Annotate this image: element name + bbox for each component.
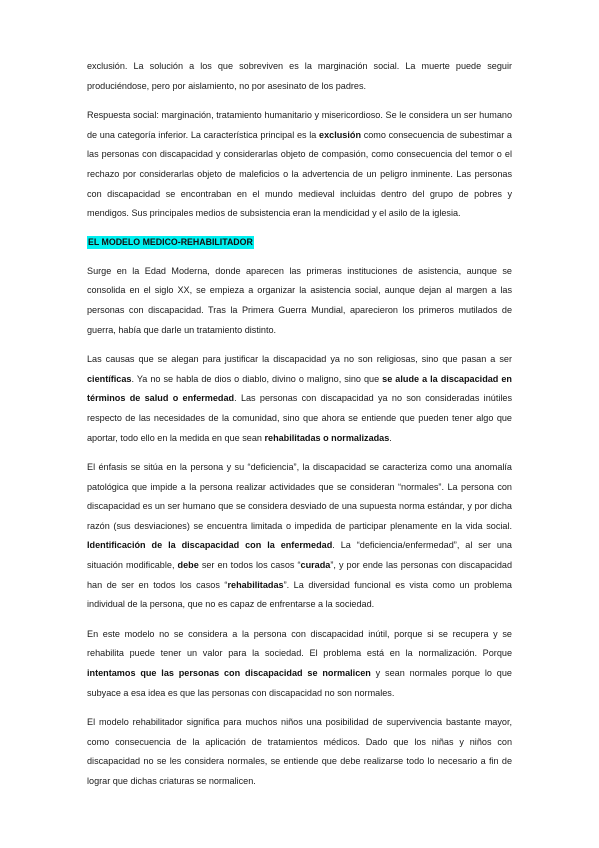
paragraph-text: En este modelo no se considera a la persona con discapacidad inútil, porque si se recupera y se rehabilita puede tener un valor para la sociedad. El problema está en la normalización. Porque <box>87 628 512 659</box>
bold-text: científicas <box>87 373 132 384</box>
paragraph-text: Respuesta social: marginación, tratamiento humanitario y misericordioso. Se le considera un ser humano de una categoría inferior. La característica principal es la <box>87 110 512 140</box>
paragraph-text: . Ya no se habla de dios o diablo, divino o maligno, sino que <box>131 373 383 384</box>
paragraph-origin <box>87 262 512 340</box>
paragraph-text: y sean normales porque lo que subyace a esa idea es que las personas con discapacidad no son normales. <box>87 668 512 698</box>
paragraph-text: El modelo rehabilitador significa para muchos niños una posibilidad de supervivencia bastante mayor, como consecuencia de la aplicación de tratamientos médicos. Dado que los niñas y niños con discapacidad no se les considera normales, se entiende que debe realizarse todo lo necesario a fin de lograr que dichas criaturas se normalicen. <box>87 717 512 786</box>
bold-text: Identificación de la discapacidad con la enfermedad <box>87 540 333 551</box>
bold-text: intentamos que las personas con discapacidad se normalicen <box>87 668 371 679</box>
section-heading: EL MODELO MEDICO-REHABILITADOR <box>88 236 253 247</box>
section-heading-wrap <box>87 234 512 250</box>
paragraph-text: exclusión. La solución a los que sobreviven es la marginación social. La muerte puede seguir produciéndose, pero por aislamiento, no por asesinato de los padres. <box>87 61 512 91</box>
paragraph-text: El énfasis se sitúa en la persona y su “deficiencia”, la discapacidad se caracteriza como una anomalía patológica que impide a la persona realizar actividades que se consideran “normales”. La persona con discapacidad es un ser humano que se considera desviado de una supuesta norma estándar, y por dicha razón (sus desviaciones) se encuentra limitada o impedida de participar plenamente en la vida social. <box>87 462 512 531</box>
bold-text: rehabilitadas o normalizadas <box>264 432 390 443</box>
paragraph-text: ”. La diversidad funcional es vista como un problema individual de la persona, que no es capaz de enfrentarse a la sociedad. <box>87 579 512 610</box>
bold-text: curada <box>300 560 331 571</box>
paragraph-text: . <box>389 432 392 443</box>
paragraph-text: . La “deficiencia/enfermedad”, al ser una situación modificable, <box>87 540 512 571</box>
paragraph-text: Surge en la Edad Moderna, donde aparecen las primeras instituciones de asistencia, aunque se consolida en el siglo XX, se empieza a organizar la asistencia social, aunque dejan al margen a las personas con discapacidad. Tras la Primera Guerra Mundial, aparecieron los primeros mutilados de guerra, había que darle un tratamiento distinto. <box>87 265 512 335</box>
bold-text: rehabilitadas <box>227 579 284 590</box>
paragraph-emphasis <box>87 458 512 615</box>
paragraph-exclusion <box>87 57 512 96</box>
paragraph-text: ser en todos los casos “ <box>198 560 301 571</box>
paragraph-normalization <box>87 625 512 703</box>
paragraph-text: ”, y por ende las personas con discapacidad han de ser en todos los casos “ <box>87 560 512 590</box>
paragraph-children <box>87 713 512 791</box>
paragraph-text: como consecuencia de subestimar a las personas con discapacidad y considerarlas objeto de compasión, como consecuencia del temor o el rechazo por considerarlas objeto de maleficios o la advertencia de un peligro inminente. Las personas con discapacidad se encontraban en el mundo medieval incluidas dentro del grupo de pobres y mendigos. Sus principales medios de subsistencia eran la mendicidad y el asilo de la iglesia. <box>87 129 512 219</box>
bold-text: debe <box>177 560 199 571</box>
bold-text: se alude a la discapacidad en términos de salud o enfermedad <box>87 373 512 404</box>
paragraph-text: Las causas que se alegan para justificar la discapacidad ya no son religiosas, sino que pasan a ser <box>87 354 512 365</box>
paragraph-social-response <box>87 106 512 224</box>
paragraph-text: . Las personas con discapacidad ya no son consideradas inútiles respecto de las necesidades de la comunidad, sino que ahora se entiende que pueden tener algo que aportar, todo ello en la medida en que sean <box>87 393 512 443</box>
bold-text: exclusión <box>319 129 361 140</box>
paragraph-causes <box>87 350 512 448</box>
